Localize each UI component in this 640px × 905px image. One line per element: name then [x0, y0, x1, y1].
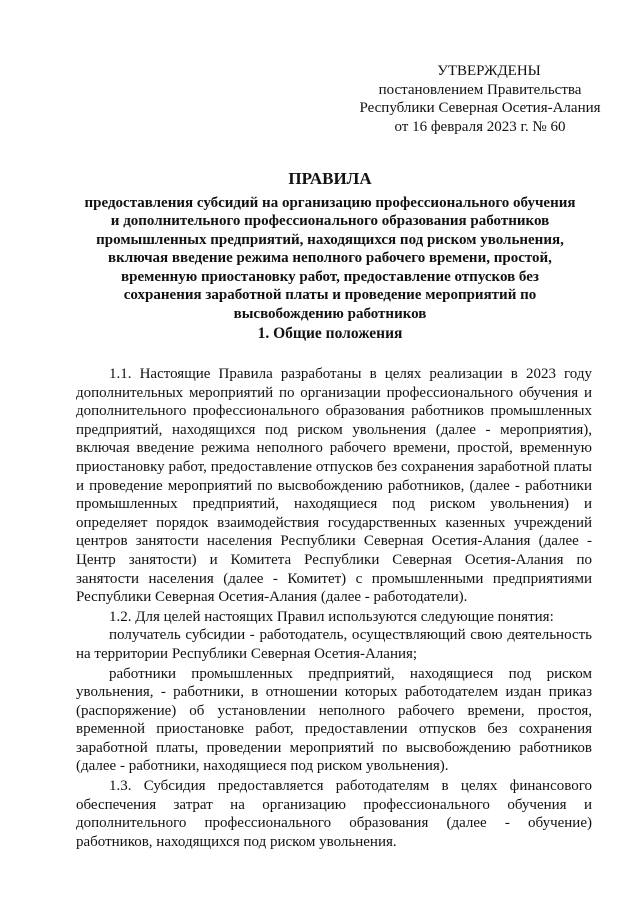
document-title [40, 170, 620, 323]
paragraph: 1.3. Субсидия предоставляется работодателям в целях финансового обеспечения затрат на организацию профессионального обучения и дополнительного профессионального образования (далее - обучение) работников, находящихся под риском увольнения. [76, 778, 592, 850]
paragraph: 1.1. Настоящие Правила разработаны в целях реализации в 2023 году дополнительных мероприятий по организации профессионального обучения и дополнительного профессионального образования работников промышленных предприятий, находящихся под риском увольнения (далее - мероприятия), включая введение режима неполного рабочего времени, простой, временную приостановку работ, предоставление отпусков без сохранения заработной платы и проведение мероприятий по высвобождению работников, (далее - работники промышленных предприятий, находящиеся под риском увольнения) и определяет порядок взаимодействия государственных казенных учреждений центров занятости населения Республики Северная Осетия-Алания (далее - Центр занятости) и Комитета Республики Северная Осетия-Алания по занятости населения (далее - Комитет) с промышленными предприятиями Республики Северная Осетия-Алания (далее - работодатели). [76, 366, 592, 606]
approval-date: от 16 февраля 2023 г. № 60 [394, 118, 566, 135]
section-heading: 1. Общие положения [257, 325, 403, 342]
title-line: высвобождению работников [233, 305, 427, 322]
approval-line: Республики Северная Осетия-Алания [359, 100, 601, 116]
title-line: включая введение режима неполного рабочего времени, простой, [108, 250, 552, 266]
paragraph: 1.2. Для целей настоящих Правил используются следующие понятия: [109, 608, 554, 625]
title-heading: ПРАВИЛА [288, 169, 372, 188]
title-line: временную приостановку работ, предоставление отпусков без [121, 268, 539, 285]
approval-line: постановлением Правительства [378, 81, 582, 98]
paragraph: получатель субсидии - работодатель, осуществляющий свою деятельность на территории Республики Северная Осетия-Алания; [76, 627, 592, 662]
approval-stamp [330, 62, 630, 136]
approval-heading: УТВЕРЖДЕНЫ [437, 63, 541, 79]
paragraph: работники промышленных предприятий, находящиеся под риском увольнения, - работники, в отношении которых работодателем издан приказ (распоряжение) об установлении неполного рабочего времени, простоя, временной приостановке работ, предоставлении отпусков без сохранения заработной платы, проведении мероприятий по высвобождению работников (далее - работники, находящиеся под риском увольнения). [76, 665, 592, 775]
title-line: промышленных предприятий, находящихся под риском увольнения, [96, 231, 564, 248]
title-line: сохранения заработной платы и проведение мероприятий по [123, 287, 537, 303]
title-line: предоставления субсидий на организацию профессионального обучения [84, 194, 576, 211]
document-body [76, 365, 592, 851]
title-line: и дополнительного профессионального образования работников [110, 213, 550, 229]
